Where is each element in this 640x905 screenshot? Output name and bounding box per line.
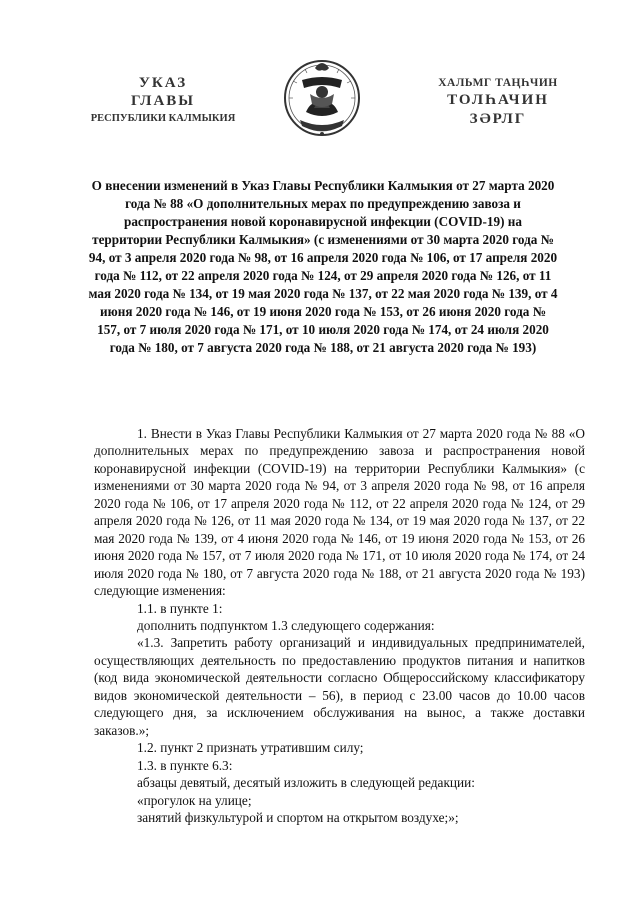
paragraph-1: 1. Внести в Указ Главы Республики Калмыкия от 27 марта 2020 года № 88 «О дополнительных мерах по предупреждению завоза и распространения новой коронавирусной инфекции (COVID-19) на территории Республики Калмыкия» (с изменениями от 30 марта 2020 года № 94, от 3 апреля 2020 года № 98, от 16 апреля 2020 года № 106, от 17 апреля 2020 года № 112, от 22 апреля 2020 года № 124, от 29 апреля 2020 года № 126, от 11 мая 2020 года № 134, от 19 мая 2020 года № 137, от 22 мая 2020 года № 139, от 4 июня 2020 года № 146, от 19 июня 2020 года № 153, от 26 июня 2020 года № 157, от 7 июля 2020 года № 171, от 10 июля 2020 года № 174, от 24 июля 2020 года № 180, от 7 августа 2020 года № 188, от 21 августа 2020 года № 193) следующие изменения: [94,426,585,599]
paragraph-walks: «прогулок на улице; [137,792,252,808]
paragraph-1-1: 1.1. в пункте 1: [137,600,223,616]
decree-title: О внесении изменений в Указ Главы Республики Калмыкия от 27 марта 2020 года № 88 «О дополнительных мерах по предупреждению завоза и распространения новой коронавирусной инфекции (COVID-19) на территории Республики Калмыкия» (с изменениями от 30 марта 2020 года № 94, от 3 апреля 2020 года № 98, от 16 апреля 2020 года № 106, от 17 апреля 2020 года № 112, от 22 апреля 2020 года № 124, от 29 апреля 2020 года № 126, от 11 мая 2020 года № 134, от 19 мая 2020 года № 137, от 22 мая 2020 года № 139, от 4 июня 2020 года № 146, от 19 июня 2020 года № 153, от 26 июня 2020 года № 157, от 7 июля 2020 года № 171, от 10 июля 2020 года № 174, от 24 июля 2020 года № 180, от 7 августа 2020 года № 188, от 21 августа 2020 года № 193) [88,178,558,355]
header-right-line-2: ТОЛҺАЧИН [447,92,549,108]
paragraph-1-3-quote: «1.3. Запретить работу организаций и индивидуальных предпринимателей, осуществляющих деятельность по предоставлению продуктов питания и напитков (код вида экономической деятельности согласно Общероссийскому классификатору видов экономической деятельности – 56), в период с 23.00 часов до 10.00 часов следующего дня, за исключением обслуживания на вынос, а также доставки заказов.»; [94,635,585,738]
paragraph-1-3: 1.3. в пункте 6.3: [137,757,233,773]
coat-of-arms-emblem-icon [282,54,362,142]
decree-body [94,425,585,826]
paragraph-1-2: 1.2. пункт 2 признать утратившим силу; [137,740,364,756]
header-left-line-3: РЕСПУБЛИКИ КАЛМЫКИЯ [90,113,236,124]
header-right-line-1: ХАЛЬМГ ТАҢҺЧИН [438,77,558,89]
header-right-block [398,76,598,129]
header-left-line-1: УКАЗ [138,75,188,91]
header-right-line-3: ЗӘРЛГ [469,111,527,127]
paragraph-sports: занятий физкультурой и спортом на открытом воздухе;»; [137,809,459,825]
paragraph-abzacy: абзацы девятый, десятый изложить в следующей редакции: [137,775,475,791]
header-left-line-2: ГЛАВЫ [130,93,196,109]
paragraph-supplement: дополнить подпунктом 1.3 следующего содержания: [137,617,435,633]
header-left-block [58,74,268,126]
